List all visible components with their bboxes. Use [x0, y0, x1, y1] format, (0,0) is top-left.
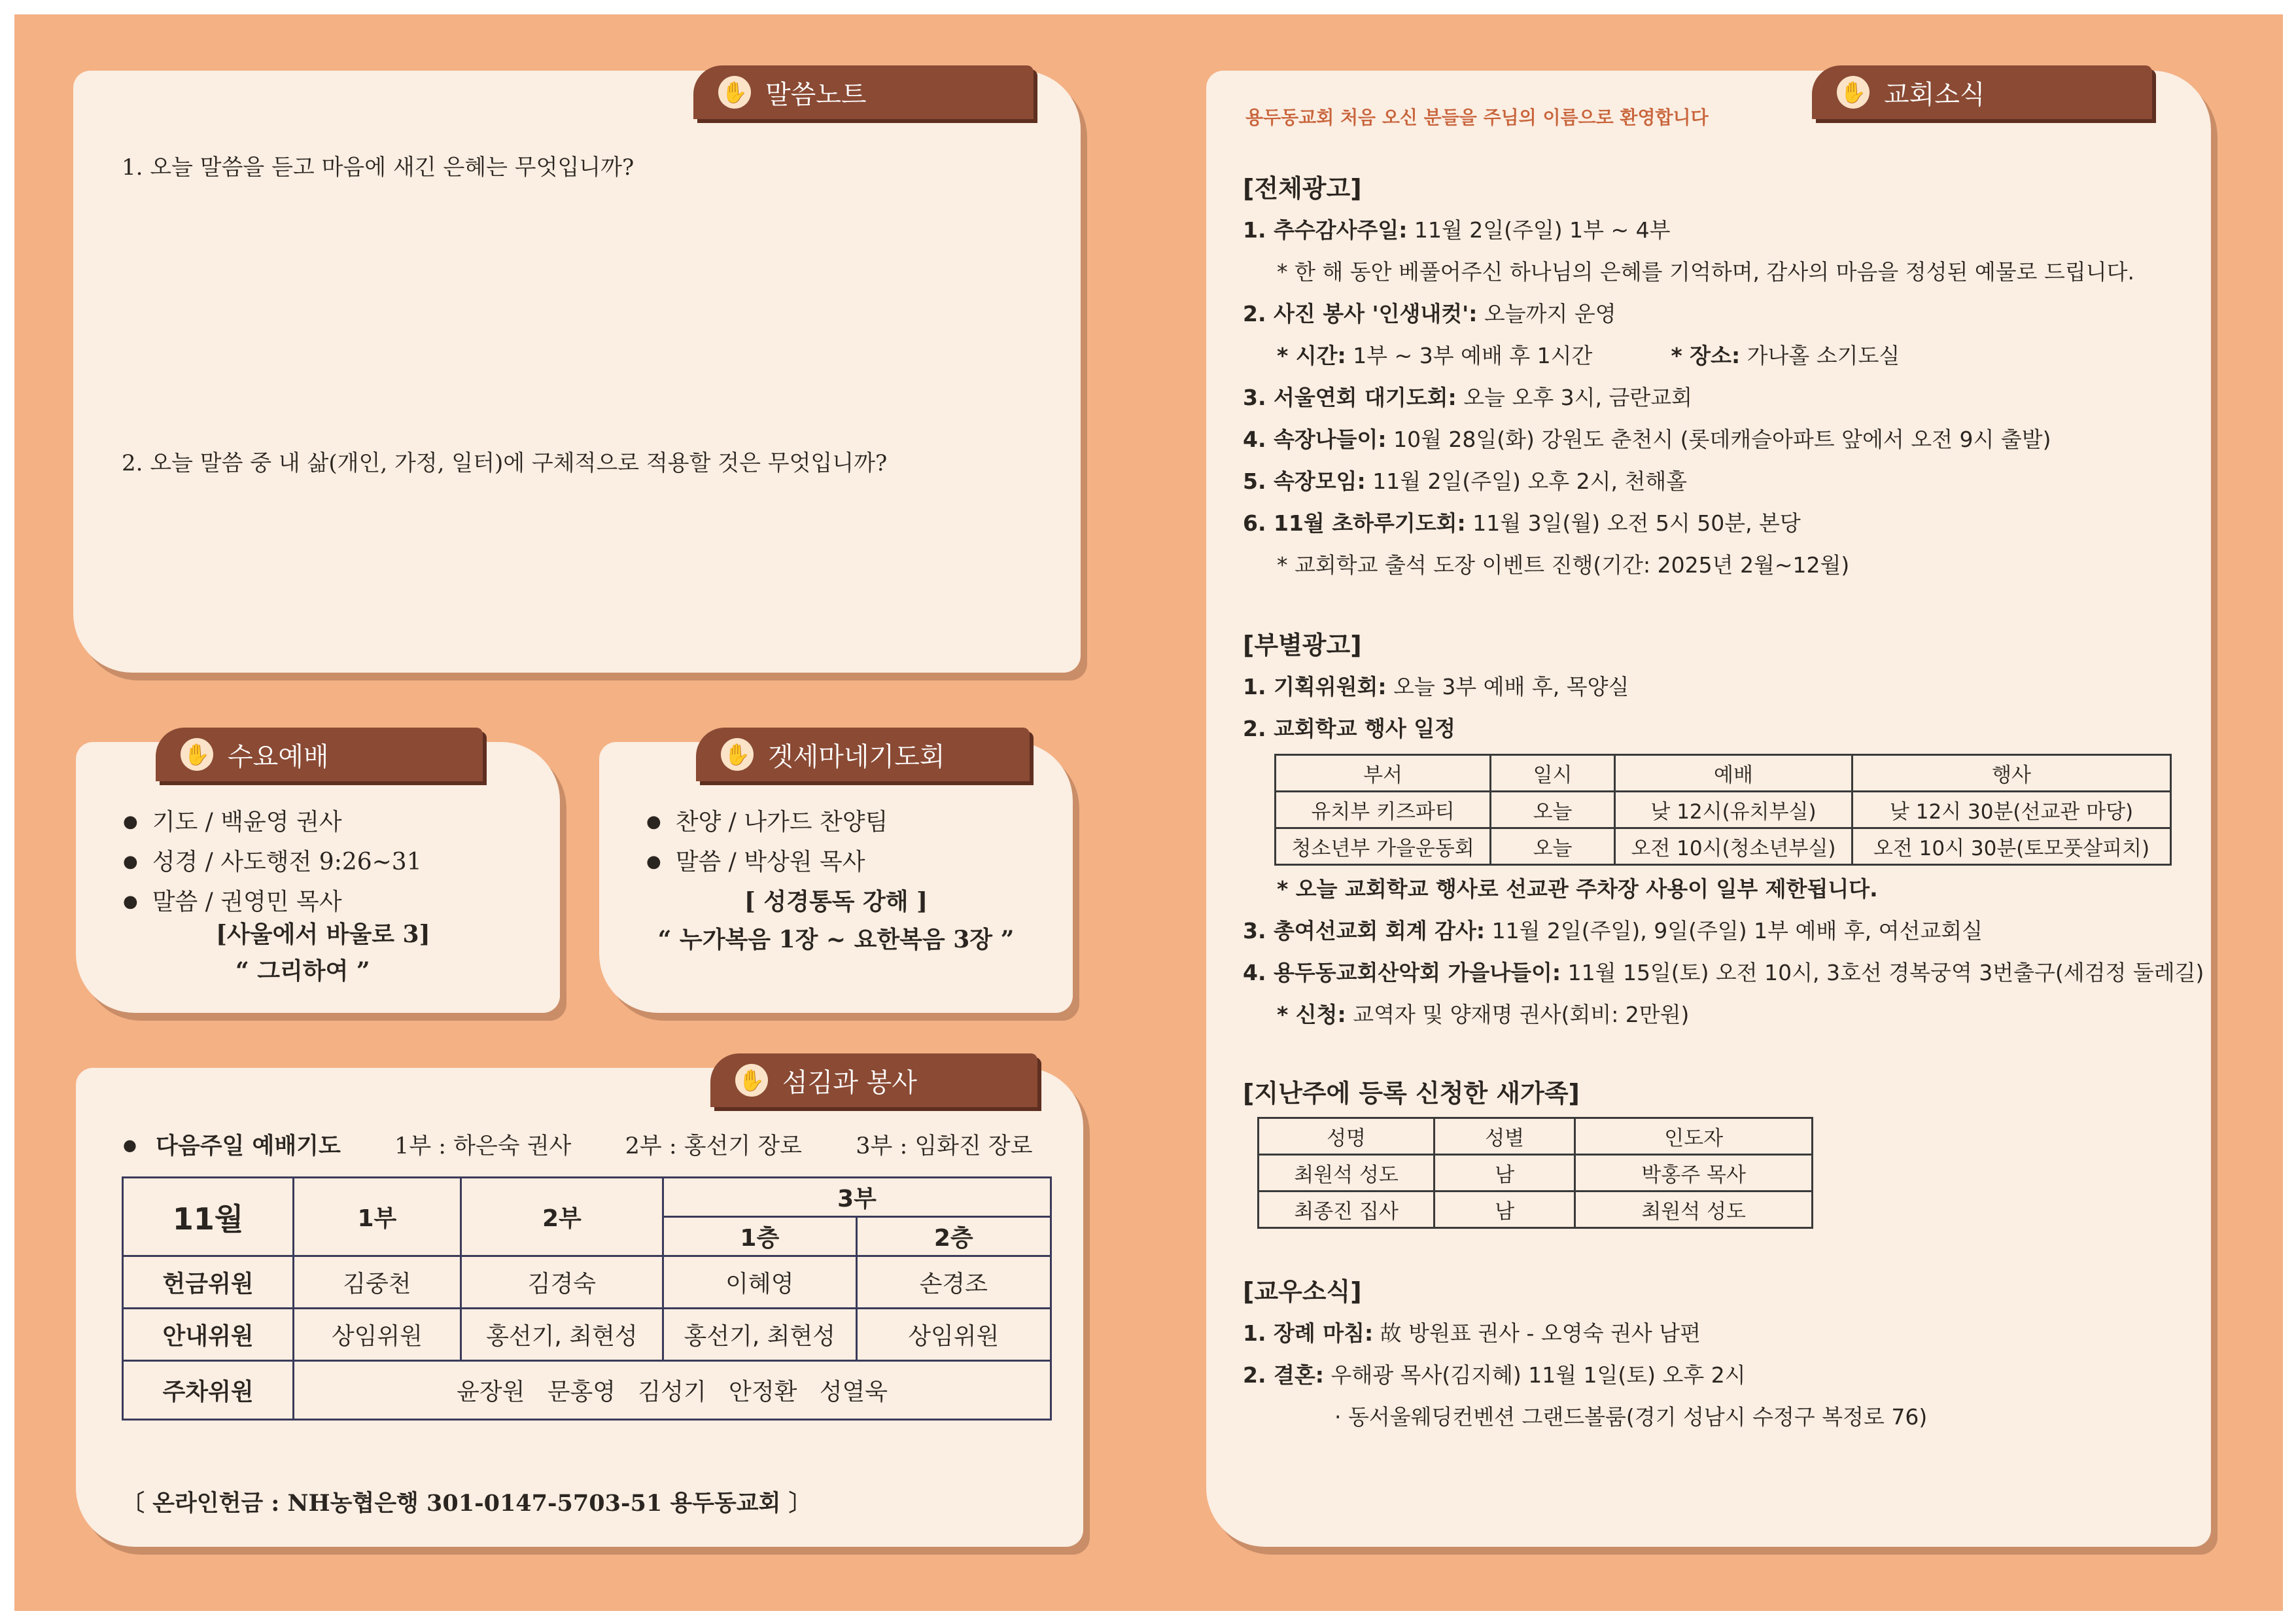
news-content	[1243, 168, 2204, 1438]
col-1bu: 1부	[294, 1178, 461, 1256]
news-tab	[1812, 65, 2152, 119]
online-offering: 〔 온라인헌금 : NH농협은행 301-0147-5703-51 용두동교회 〕	[122, 1490, 812, 1517]
list-item: ● 말씀 / 박상원 목사	[646, 843, 888, 883]
table-header: 성명 성별 인도자	[1259, 1118, 1813, 1155]
next-prayer-line: ● 다음주일 예배기도 1부 : 하은숙 권사 2부 : 홍선기 장로 3부 : 임화진 장로	[123, 1133, 1033, 1159]
news-item: 2. 교회학교 행사 일정	[1243, 716, 1455, 741]
table-cell: 홍선기, 최현성	[461, 1309, 663, 1361]
newfamily-table	[1257, 1117, 1813, 1229]
news-item: 4. 용두동교회산악회 가을나들이: 11월 15일(토) 오전 10시, 3호선 경복궁역 3번출구(세검정 둘레길)	[1243, 960, 2204, 985]
wednesday-list	[123, 803, 422, 923]
table-row: 유치부 키즈파티 오늘 낮 12시(유치부실) 낮 12시 30분(선교관 마당)	[1276, 792, 2171, 828]
table-cell: 김중천	[294, 1256, 461, 1309]
col-3bu-1f: 1층	[663, 1217, 856, 1256]
praying-hands-icon: ✋	[718, 76, 751, 109]
col-3bu-2f: 2층	[856, 1217, 1051, 1256]
table-cell: 손경조	[856, 1256, 1051, 1309]
list-item: ● 찬양 / 나가드 찬양팀	[646, 803, 888, 843]
gethsemane-tab	[696, 728, 1030, 781]
praying-hands-icon: ✋	[735, 1064, 768, 1097]
sermon-note-title: 말씀노트	[765, 79, 867, 110]
table-row: 최원석 성도 남 박홍주 목사	[1259, 1155, 1813, 1192]
parking-names: 윤장원 문홍영 김성기 안정환 성열욱	[294, 1361, 1051, 1420]
school-note: * 오늘 교회학교 행사로 선교관 주차장 사용이 일부 제한됩니다.	[1277, 876, 1878, 902]
row-label: 헌금위원	[123, 1256, 294, 1309]
service-tab	[710, 1053, 1037, 1107]
news-item: 1. 기획위원회: 오늘 3부 예배 후, 목양실	[1243, 674, 1629, 699]
list-item: ● 성경 / 사도행전 9:26~31	[123, 843, 422, 883]
question-1: 1. 오늘 말씀을 듣고 마음에 새긴 은혜는 무엇입니까?	[122, 154, 635, 181]
news-item: 5. 속장모임: 11월 2일(주일) 오후 2시, 천해홀	[1243, 468, 1688, 494]
question-2: 2. 오늘 말씀 중 내 삶(개인, 가정, 일터)에 구체적으로 적용할 것은 무엇입니까?	[122, 450, 888, 476]
table-row: 청소년부 가을운동회 오늘 오전 10시(청소년부실) 오전 10시 30분(토모풋살피치)	[1276, 828, 2171, 865]
news-item: 2. 사진 봉사 '인생내컷': 오늘까지 운영	[1243, 301, 1616, 327]
list-item: ● 기도 / 백윤영 권사	[123, 803, 422, 843]
wednesday-series: [사울에서 바울로 3]	[216, 921, 430, 948]
wednesday-tab	[156, 728, 483, 781]
praying-hands-icon: ✋	[181, 738, 213, 771]
news-item: 3. 서울연회 대기도회: 오늘 오후 3시, 금란교회	[1243, 385, 1693, 410]
wednesday-title: 수요예배	[228, 741, 329, 772]
news-subitem: * 신청: 교역자 및 양재명 권사(회비: 2만원)	[1277, 1002, 1690, 1027]
news-subitem: · 동서울웨딩컨벤션 그랜드볼룸(경기 성남시 수정구 복정로 76)	[1334, 1404, 1928, 1430]
dept-title: [부별광고]	[1243, 631, 1362, 660]
praying-hands-icon: ✋	[1837, 76, 1870, 109]
prayer-3: 3부 : 임화진 장로	[856, 1133, 1033, 1159]
news-item: 1. 장례 마침: 故 방원표 권사 - 오영숙 권사 남편	[1243, 1320, 1701, 1346]
row-label: 주차위원	[123, 1361, 294, 1420]
table-cell: 이혜영	[663, 1256, 856, 1309]
table-row	[123, 1361, 1051, 1420]
row-label: 안내위원	[123, 1309, 294, 1361]
table-row	[123, 1256, 1051, 1309]
table-cell: 김경숙	[461, 1256, 663, 1309]
table-header: 부서 일시 예배 행사	[1276, 755, 2171, 792]
news-item: 4. 속장나들이: 10월 28일(화) 강원도 춘천시 (롯데캐슬아파트 앞에서 오전 9시 출발)	[1243, 427, 2051, 452]
members-title: [교우소식]	[1243, 1277, 1362, 1306]
gethsemane-series: [ 성경통독 강해 ]	[744, 888, 928, 915]
table-cell: 상임위원	[294, 1309, 461, 1361]
gethsemane-list	[646, 803, 888, 883]
table-cell: 상임위원	[856, 1309, 1051, 1361]
table-row: 최종진 집사 남 최원석 성도	[1259, 1192, 1813, 1228]
sermon-note-tab	[693, 65, 1034, 119]
news-subitem: * 시간: 1부 ~ 3부 예배 후 1시간 * 장소: 가나홀 소기도실	[1277, 343, 1900, 368]
news-subitem: * 한 해 동안 베풀어주신 하나님의 은혜를 기억하며, 감사의 마음을 정성된 예물로 드립니다.	[1277, 259, 2134, 285]
welcome-text: 용두동교회 처음 오신 분들을 주님의 이름으로 환영합니다	[1245, 107, 1709, 128]
table-row	[123, 1309, 1051, 1361]
list-item: ● 말씀 / 권영민 목사	[123, 883, 422, 923]
prayer-2: 2부 : 홍선기 장로	[625, 1133, 802, 1159]
month-cell: 11월	[123, 1178, 294, 1256]
general-title: [전체광고]	[1243, 174, 1362, 203]
table-cell: 홍선기, 최현성	[663, 1309, 856, 1361]
news-title: 교회소식	[1884, 79, 1985, 110]
wednesday-sermon-title: “ 그리하여 ”	[235, 957, 370, 985]
service-table	[122, 1176, 1052, 1421]
newfamily-title: [지난주에 등록 신청한 새가족]	[1243, 1079, 1580, 1108]
news-item: 6. 11월 초하루기도회: 11월 3일(월) 오전 5시 50분, 본당	[1243, 510, 1801, 536]
service-title: 섬김과 봉사	[782, 1067, 917, 1098]
col-3bu: 3부	[663, 1178, 1051, 1217]
col-2bu: 2부	[461, 1178, 663, 1256]
gethsemane-sermon-title: “ 누가복음 1장 ~ 요한복음 3장 ”	[657, 926, 1015, 953]
school-event-table	[1274, 754, 2172, 866]
news-item: 3. 총여선교회 회계 감사: 11월 2일(주일), 9일(주일) 1부 예배 후, 여선교회실	[1243, 918, 1983, 944]
news-subitem: * 교회학교 출석 도장 이벤트 진행(기간: 2025년 2월~12월)	[1277, 552, 1850, 578]
next-prayer-label: 다음주일 예배기도	[156, 1133, 341, 1159]
news-item: 1. 추수감사주일: 11월 2일(주일) 1부 ~ 4부	[1243, 217, 1671, 243]
gethsemane-title: 겟세마네기도회	[768, 741, 945, 772]
praying-hands-icon: ✋	[721, 738, 754, 771]
prayer-1: 1부 : 하은숙 권사	[394, 1133, 572, 1159]
news-item: 2. 결혼: 우해광 목사(김지혜) 11월 1일(토) 오후 2시	[1243, 1362, 1746, 1388]
